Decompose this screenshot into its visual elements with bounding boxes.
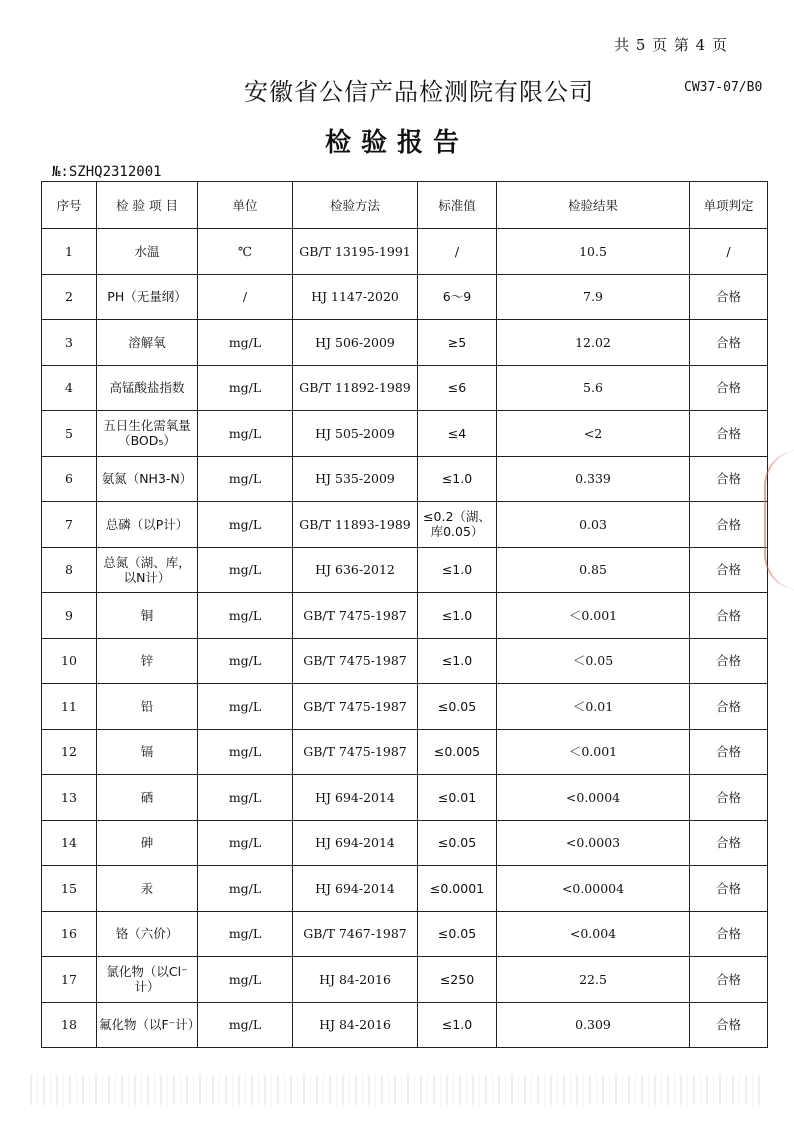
row-unit: mg/L [198,775,293,821]
row-standard: ≤0.01 [418,775,497,821]
table-row [42,274,768,320]
row-result: ＜0.01 [497,684,690,730]
row-number: 16 [42,911,97,957]
row-item: 砷 [97,820,198,866]
row-standard: ≤1.0 [418,593,497,639]
row-number: 9 [42,593,97,639]
row-verdict: 合格 [690,411,768,457]
row-item: 总磷（以P计） [97,502,198,548]
row-unit: / [198,274,293,320]
row-unit: mg/L [198,411,293,457]
row-method: GB/T 13195-1991 [293,229,418,275]
row-unit: ℃ [198,229,293,275]
document-code: CW37-07/B0 [684,80,763,95]
row-standard: ≤6 [418,365,497,411]
row-number: 14 [42,820,97,866]
row-unit: mg/L [198,547,293,593]
row-result: ＜0.05 [497,638,690,684]
row-verdict: 合格 [690,365,768,411]
row-item: 五日生化需氧量（BOD₅） [97,411,198,457]
header-result: 检验结果 [497,182,690,229]
row-unit: mg/L [198,866,293,912]
row-item: PH（无量纲） [97,274,198,320]
row-verdict: 合格 [690,502,768,548]
table-row [42,684,768,730]
row-verdict: 合格 [690,1002,768,1048]
row-result: <0.0003 [497,820,690,866]
row-result: 10.5 [497,229,690,275]
table-row [42,547,768,593]
row-number: 2 [42,274,97,320]
row-number: 6 [42,456,97,502]
row-standard: ≤250 [418,957,497,1003]
company-name: 安徽省公信产品检测院有限公司 [244,78,594,106]
row-item: 锌 [97,638,198,684]
row-standard: ≤0.05 [418,911,497,957]
row-number: 18 [42,1002,97,1048]
row-result: 22.5 [497,957,690,1003]
table-row [42,593,768,639]
scan-artifact [30,1075,764,1105]
row-method: HJ 694-2014 [293,820,418,866]
row-method: HJ 505-2009 [293,411,418,457]
table-row [42,820,768,866]
row-item: 氯化物（以Cl⁻计） [97,957,198,1003]
row-unit: mg/L [198,456,293,502]
row-verdict: 合格 [690,957,768,1003]
row-number: 4 [42,365,97,411]
row-number: 11 [42,684,97,730]
table-row [42,638,768,684]
row-method: GB/T 11893-1989 [293,502,418,548]
table-row [42,729,768,775]
row-verdict: 合格 [690,456,768,502]
row-method: HJ 1147-2020 [293,274,418,320]
row-number: 8 [42,547,97,593]
row-verdict: 合格 [690,593,768,639]
row-standard: ≤0.005 [418,729,497,775]
row-unit: mg/L [198,729,293,775]
row-unit: mg/L [198,684,293,730]
row-method: HJ 84-2016 [293,957,418,1003]
row-item: 镉 [97,729,198,775]
row-verdict: 合格 [690,775,768,821]
row-verdict: 合格 [690,866,768,912]
header-unit: 单位 [198,182,293,229]
row-standard: ≤0.2（湖、库0.05） [418,502,497,548]
row-result: ＜0.001 [497,729,690,775]
row-verdict: 合格 [690,320,768,366]
header-standard: 标准值 [418,182,497,229]
row-standard: 6～9 [418,274,497,320]
row-result: 0.339 [497,456,690,502]
row-unit: mg/L [198,638,293,684]
report-title: 检验报告 [324,128,469,158]
header-verdict: 单项判定 [690,182,768,229]
row-item: 硒 [97,775,198,821]
row-method: GB/T 11892-1989 [293,365,418,411]
row-method: HJ 506-2009 [293,320,418,366]
table-row [42,502,768,548]
row-number: 5 [42,411,97,457]
row-item: 氟化物（以F⁻计） [97,1002,198,1048]
row-standard: ≤0.05 [418,820,497,866]
row-item: 铜 [97,593,198,639]
row-result: 0.309 [497,1002,690,1048]
table-row [42,365,768,411]
row-result: ＜0.001 [497,593,690,639]
row-number: 10 [42,638,97,684]
table-row [42,229,768,275]
row-method: GB/T 7475-1987 [293,638,418,684]
row-verdict: 合格 [690,638,768,684]
row-unit: mg/L [198,1002,293,1048]
row-result: <2 [497,411,690,457]
header-method: 检验方法 [293,182,418,229]
row-item: 溶解氧 [97,320,198,366]
row-item: 水温 [97,229,198,275]
row-number: 13 [42,775,97,821]
row-standard: ≤1.0 [418,1002,497,1048]
table-row [42,411,768,457]
table-row [42,911,768,957]
row-unit: mg/L [198,593,293,639]
row-standard: ≤1.0 [418,456,497,502]
row-method: HJ 84-2016 [293,1002,418,1048]
row-result: 0.03 [497,502,690,548]
row-number: 3 [42,320,97,366]
row-result: 7.9 [497,274,690,320]
row-result: <0.00004 [497,866,690,912]
row-result: 0.85 [497,547,690,593]
row-method: GB/T 7467-1987 [293,911,418,957]
table-row [42,456,768,502]
row-result: 12.02 [497,320,690,366]
table-header-row [42,182,768,229]
row-standard: ≤4 [418,411,497,457]
row-standard: / [418,229,497,275]
row-item: 氨氮（NH3-N） [97,456,198,502]
table-row [42,320,768,366]
row-method: HJ 694-2014 [293,775,418,821]
header-item: 检 验 项 目 [97,182,198,229]
page-count: 共 5 页 第 4 页 [614,36,728,54]
results-table [41,181,768,1048]
row-method: HJ 535-2009 [293,456,418,502]
row-standard: ≤1.0 [418,638,497,684]
row-unit: mg/L [198,502,293,548]
row-method: GB/T 7475-1987 [293,729,418,775]
row-standard: ≤0.0001 [418,866,497,912]
row-verdict: 合格 [690,684,768,730]
row-standard: ≤0.05 [418,684,497,730]
company-seal [764,450,794,590]
row-item: 铅 [97,684,198,730]
row-verdict: 合格 [690,274,768,320]
row-number: 17 [42,957,97,1003]
table-row [42,866,768,912]
row-item: 高锰酸盐指数 [97,365,198,411]
table-row [42,957,768,1003]
row-unit: mg/L [198,320,293,366]
row-unit: mg/L [198,820,293,866]
row-unit: mg/L [198,365,293,411]
table-row [42,775,768,821]
row-result: <0.0004 [497,775,690,821]
row-result: 5.6 [497,365,690,411]
row-verdict: 合格 [690,547,768,593]
row-item: 总氮（湖、库，以N计） [97,547,198,593]
row-unit: mg/L [198,957,293,1003]
report-number: №:SZHQ2312001 [52,164,162,180]
row-number: 1 [42,229,97,275]
row-number: 15 [42,866,97,912]
row-method: GB/T 7475-1987 [293,684,418,730]
row-verdict: 合格 [690,820,768,866]
header-no: 序号 [42,182,97,229]
row-verdict: / [690,229,768,275]
row-number: 7 [42,502,97,548]
row-result: <0.004 [497,911,690,957]
row-standard: ≤1.0 [418,547,497,593]
row-method: HJ 694-2014 [293,866,418,912]
row-item: 汞 [97,866,198,912]
row-method: GB/T 7475-1987 [293,593,418,639]
row-unit: mg/L [198,911,293,957]
row-standard: ≥5 [418,320,497,366]
row-item: 铬（六价） [97,911,198,957]
table-row [42,1002,768,1048]
row-verdict: 合格 [690,911,768,957]
row-verdict: 合格 [690,729,768,775]
row-method: HJ 636-2012 [293,547,418,593]
row-number: 12 [42,729,97,775]
